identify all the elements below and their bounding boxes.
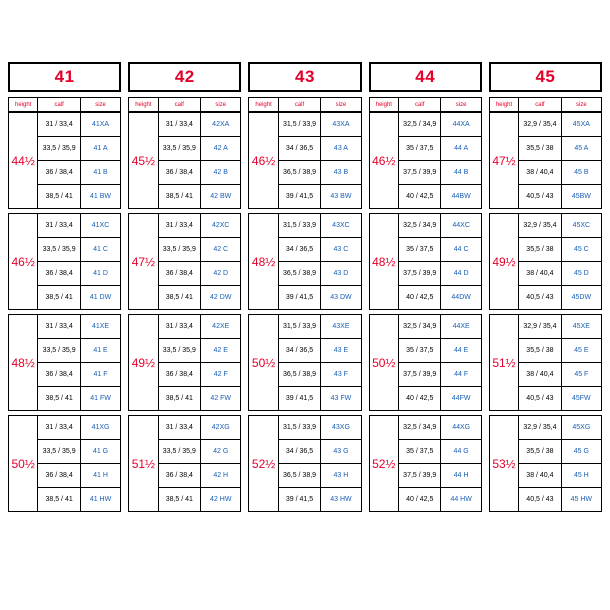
calf-value: 38 / 40,4 [519, 464, 561, 488]
calf-value: 35 / 37,5 [398, 137, 440, 161]
height-block [128, 415, 241, 512]
height-block [489, 415, 602, 512]
size-code: 43 HW [321, 488, 361, 512]
calf-value: 36 / 38,4 [38, 464, 80, 488]
height-label: 50½ [369, 315, 398, 411]
height-label: 45½ [129, 113, 158, 209]
size-code: 43 E [321, 339, 361, 363]
calf-value: 36 / 38,4 [38, 363, 80, 387]
size-code: 43 A [321, 137, 361, 161]
size-header-42 [128, 62, 241, 92]
size-code: 42 F [201, 363, 241, 387]
size-code: 45FW [561, 387, 601, 411]
table-row [9, 416, 121, 440]
size-code: 43XC [321, 214, 361, 238]
calf-value: 35 / 37,5 [398, 339, 440, 363]
calf-value: 40 / 42,5 [398, 387, 440, 411]
size-code: 44XC [441, 214, 481, 238]
calf-value: 34 / 36,5 [278, 339, 320, 363]
calf-value: 33,5 / 35,9 [38, 440, 80, 464]
header-calf: calf [38, 98, 80, 112]
size-code: 45 G [561, 440, 601, 464]
height-label: 44½ [9, 113, 38, 209]
size-code: 41XE [80, 315, 120, 339]
size-code: 42 C [201, 238, 241, 262]
calf-value: 38,5 / 41 [158, 488, 200, 512]
size-column-42 [128, 62, 241, 516]
calf-value: 34 / 36,5 [278, 238, 320, 262]
size-label: 44 [415, 67, 436, 86]
height-block [248, 415, 361, 512]
size-code: 41 G [80, 440, 120, 464]
size-code: 44 F [441, 363, 481, 387]
calf-value: 36 / 38,4 [158, 464, 200, 488]
calf-value: 37,5 / 39,9 [398, 161, 440, 185]
height-block [8, 415, 121, 512]
height-label: 50½ [9, 416, 38, 512]
calf-value: 31 / 33,4 [38, 214, 80, 238]
table-row [249, 113, 361, 137]
table-row [249, 416, 361, 440]
table-row [489, 416, 601, 440]
size-code: 42XA [201, 113, 241, 137]
height-label: 49½ [489, 214, 518, 310]
calf-value: 33,5 / 35,9 [158, 137, 200, 161]
height-block [8, 112, 121, 209]
size-code: 43 G [321, 440, 361, 464]
size-code: 44 E [441, 339, 481, 363]
size-code: 44FW [441, 387, 481, 411]
table-row [369, 315, 481, 339]
calf-value: 32,9 / 35,4 [519, 214, 561, 238]
size-code: 43XG [321, 416, 361, 440]
size-code: 45 B [561, 161, 601, 185]
height-label: 47½ [129, 214, 158, 310]
calf-value: 39 / 41,5 [278, 488, 320, 512]
size-header-43 [248, 62, 361, 92]
size-code: 44 G [441, 440, 481, 464]
calf-value: 36 / 38,4 [158, 161, 200, 185]
table-row [9, 315, 121, 339]
size-code: 41 HW [80, 488, 120, 512]
calf-value: 37,5 / 39,9 [398, 464, 440, 488]
size-code: 41 E [80, 339, 120, 363]
calf-value: 38,5 / 41 [38, 488, 80, 512]
calf-value: 31 / 33,4 [38, 315, 80, 339]
calf-value: 38 / 40,4 [519, 363, 561, 387]
height-label: 49½ [129, 315, 158, 411]
calf-value: 31 / 33,4 [158, 214, 200, 238]
calf-value: 36,5 / 38,9 [278, 161, 320, 185]
height-block [248, 314, 361, 411]
height-label: 52½ [249, 416, 278, 512]
calf-value: 38,5 / 41 [158, 387, 200, 411]
table-row [129, 113, 241, 137]
table-row [489, 113, 601, 137]
height-label: 48½ [369, 214, 398, 310]
height-block [369, 314, 482, 411]
calf-value: 38,5 / 41 [38, 185, 80, 209]
size-code: 41 C [80, 238, 120, 262]
header-size: size [561, 98, 601, 112]
calf-value: 36,5 / 38,9 [278, 262, 320, 286]
height-block [128, 213, 241, 310]
header-size: size [321, 98, 361, 112]
calf-value: 33,5 / 35,9 [158, 339, 200, 363]
size-code: 42 B [201, 161, 241, 185]
height-label: 48½ [249, 214, 278, 310]
height-label: 46½ [369, 113, 398, 209]
calf-value: 38,5 / 41 [158, 185, 200, 209]
header-calf: calf [398, 98, 440, 112]
calf-value: 35 / 37,5 [398, 238, 440, 262]
size-code: 41XC [80, 214, 120, 238]
table-row [249, 214, 361, 238]
calf-value: 32,5 / 34,9 [398, 315, 440, 339]
calf-value: 38,5 / 41 [158, 286, 200, 310]
header-height: height [369, 98, 398, 112]
table-row [369, 214, 481, 238]
size-code: 42 DW [201, 286, 241, 310]
size-code: 45 C [561, 238, 601, 262]
size-code: 45 HW [561, 488, 601, 512]
calf-value: 34 / 36,5 [278, 440, 320, 464]
size-code: 43XE [321, 315, 361, 339]
calf-value: 37,5 / 39,9 [398, 363, 440, 387]
calf-value: 38 / 40,4 [519, 262, 561, 286]
calf-value: 33,5 / 35,9 [158, 238, 200, 262]
calf-value: 33,5 / 35,9 [38, 238, 80, 262]
size-label: 41 [54, 67, 75, 86]
calf-value: 36 / 38,4 [158, 262, 200, 286]
size-code: 41 F [80, 363, 120, 387]
column-header-row-41 [8, 97, 121, 112]
size-code: 44 B [441, 161, 481, 185]
size-code: 42 H [201, 464, 241, 488]
size-columns [8, 62, 602, 516]
size-code: 41XA [80, 113, 120, 137]
calf-value: 31,5 / 33,9 [278, 214, 320, 238]
calf-value: 36 / 38,4 [38, 161, 80, 185]
calf-value: 38 / 40,4 [519, 161, 561, 185]
size-code: 44 C [441, 238, 481, 262]
height-block [489, 213, 602, 310]
size-code: 45 H [561, 464, 601, 488]
height-block [128, 112, 241, 209]
calf-value: 37,5 / 39,9 [398, 262, 440, 286]
header-size: size [80, 98, 120, 112]
size-code: 45 F [561, 363, 601, 387]
header-height: height [489, 98, 518, 112]
height-block [369, 112, 482, 209]
calf-value: 40 / 42,5 [398, 185, 440, 209]
column-header-row-45 [489, 97, 602, 112]
height-label: 51½ [129, 416, 158, 512]
size-code: 44 H [441, 464, 481, 488]
size-code: 42XE [201, 315, 241, 339]
size-code: 41XG [80, 416, 120, 440]
height-block [489, 314, 602, 411]
size-code: 43 H [321, 464, 361, 488]
size-code: 45 E [561, 339, 601, 363]
calf-value: 40 / 42,5 [398, 488, 440, 512]
size-code: 42 FW [201, 387, 241, 411]
size-code: 42 A [201, 137, 241, 161]
calf-value: 31,5 / 33,9 [278, 315, 320, 339]
column-header-row-43 [248, 97, 361, 112]
size-code: 43XA [321, 113, 361, 137]
size-code: 41 BW [80, 185, 120, 209]
size-header-45 [489, 62, 602, 92]
table-row [369, 416, 481, 440]
height-block [489, 112, 602, 209]
calf-value: 31 / 33,4 [38, 416, 80, 440]
size-code: 42 E [201, 339, 241, 363]
header-size: size [201, 98, 241, 112]
size-code: 43 BW [321, 185, 361, 209]
height-block [8, 213, 121, 310]
size-code: 44 A [441, 137, 481, 161]
calf-value: 35,5 / 38 [519, 238, 561, 262]
table-row [129, 315, 241, 339]
size-code: 42 HW [201, 488, 241, 512]
calf-value: 32,9 / 35,4 [519, 315, 561, 339]
size-code: 42XC [201, 214, 241, 238]
calf-value: 32,9 / 35,4 [519, 113, 561, 137]
size-code: 43 DW [321, 286, 361, 310]
header-calf: calf [519, 98, 561, 112]
calf-value: 35,5 / 38 [519, 440, 561, 464]
size-code: 45 D [561, 262, 601, 286]
calf-value: 34 / 36,5 [278, 137, 320, 161]
height-label: 52½ [369, 416, 398, 512]
size-code: 45BW [561, 185, 601, 209]
size-code: 45 A [561, 137, 601, 161]
height-label: 48½ [9, 315, 38, 411]
table-row [129, 416, 241, 440]
size-code: 42XG [201, 416, 241, 440]
calf-value: 36,5 / 38,9 [278, 363, 320, 387]
height-block [128, 314, 241, 411]
height-label: 50½ [249, 315, 278, 411]
size-code: 44 HW [441, 488, 481, 512]
size-code: 41 H [80, 464, 120, 488]
size-code: 44BW [441, 185, 481, 209]
size-label: 42 [174, 67, 195, 86]
calf-value: 38,5 / 41 [38, 387, 80, 411]
size-code: 45XG [561, 416, 601, 440]
calf-value: 40,5 / 43 [519, 286, 561, 310]
size-code: 45DW [561, 286, 601, 310]
calf-value: 35 / 37,5 [398, 440, 440, 464]
size-code: 42 BW [201, 185, 241, 209]
column-header-row-42 [128, 97, 241, 112]
size-code: 42 G [201, 440, 241, 464]
calf-value: 33,5 / 35,9 [38, 339, 80, 363]
size-code: 44XA [441, 113, 481, 137]
calf-value: 39 / 41,5 [278, 286, 320, 310]
calf-value: 36 / 38,4 [158, 363, 200, 387]
height-label: 46½ [249, 113, 278, 209]
size-header-44 [369, 62, 482, 92]
calf-value: 40,5 / 43 [519, 387, 561, 411]
header-height: height [249, 98, 278, 112]
calf-value: 31 / 33,4 [38, 113, 80, 137]
height-block [369, 213, 482, 310]
size-code: 41 B [80, 161, 120, 185]
size-label: 43 [295, 67, 315, 86]
header-height: height [129, 98, 158, 112]
size-code: 44DW [441, 286, 481, 310]
size-code: 44 D [441, 262, 481, 286]
table-row [129, 214, 241, 238]
header-calf: calf [158, 98, 200, 112]
calf-value: 32,5 / 34,9 [398, 214, 440, 238]
header-size: size [441, 98, 481, 112]
size-column-45 [489, 62, 602, 516]
calf-value: 39 / 41,5 [278, 185, 320, 209]
size-header-41 [8, 62, 121, 92]
size-code: 45XA [561, 113, 601, 137]
height-block [248, 213, 361, 310]
calf-value: 31 / 33,4 [158, 416, 200, 440]
size-code: 45XC [561, 214, 601, 238]
size-code: 45XE [561, 315, 601, 339]
height-label: 51½ [489, 315, 518, 411]
calf-value: 35,5 / 38 [519, 339, 561, 363]
column-header-row-44 [369, 97, 482, 112]
calf-value: 33,5 / 35,9 [158, 440, 200, 464]
calf-value: 31,5 / 33,9 [278, 416, 320, 440]
size-code: 43 C [321, 238, 361, 262]
size-code: 41 DW [80, 286, 120, 310]
table-row [489, 214, 601, 238]
calf-value: 35,5 / 38 [519, 137, 561, 161]
size-code: 43 B [321, 161, 361, 185]
height-label: 53½ [489, 416, 518, 512]
table-row [249, 315, 361, 339]
table-row [9, 113, 121, 137]
size-code: 44XE [441, 315, 481, 339]
size-column-44 [369, 62, 482, 516]
calf-value: 40,5 / 43 [519, 185, 561, 209]
table-row [489, 315, 601, 339]
height-label: 47½ [489, 113, 518, 209]
calf-value: 40,5 / 43 [519, 488, 561, 512]
calf-value: 36 / 38,4 [38, 262, 80, 286]
size-column-41 [8, 62, 121, 516]
calf-value: 32,5 / 34,9 [398, 416, 440, 440]
calf-value: 31 / 33,4 [158, 315, 200, 339]
calf-value: 36,5 / 38,9 [278, 464, 320, 488]
size-code: 43 D [321, 262, 361, 286]
size-code: 44XG [441, 416, 481, 440]
calf-value: 32,9 / 35,4 [519, 416, 561, 440]
calf-value: 40 / 42,5 [398, 286, 440, 310]
height-block [369, 415, 482, 512]
size-code: 41 A [80, 137, 120, 161]
height-block [248, 112, 361, 209]
size-label: 45 [535, 67, 556, 86]
calf-value: 38,5 / 41 [38, 286, 80, 310]
calf-value: 33,5 / 35,9 [38, 137, 80, 161]
size-column-43 [248, 62, 361, 516]
calf-value: 31,5 / 33,9 [278, 113, 320, 137]
calf-value: 32,5 / 34,9 [398, 113, 440, 137]
height-label: 46½ [9, 214, 38, 310]
size-code: 42 D [201, 262, 241, 286]
calf-value: 31 / 33,4 [158, 113, 200, 137]
size-code: 41 D [80, 262, 120, 286]
size-code: 41 FW [80, 387, 120, 411]
calf-value: 39 / 41,5 [278, 387, 320, 411]
header-height: height [9, 98, 38, 112]
size-code: 43 F [321, 363, 361, 387]
header-calf: calf [278, 98, 320, 112]
size-code: 43 FW [321, 387, 361, 411]
table-row [9, 214, 121, 238]
height-block [8, 314, 121, 411]
table-row [369, 113, 481, 137]
